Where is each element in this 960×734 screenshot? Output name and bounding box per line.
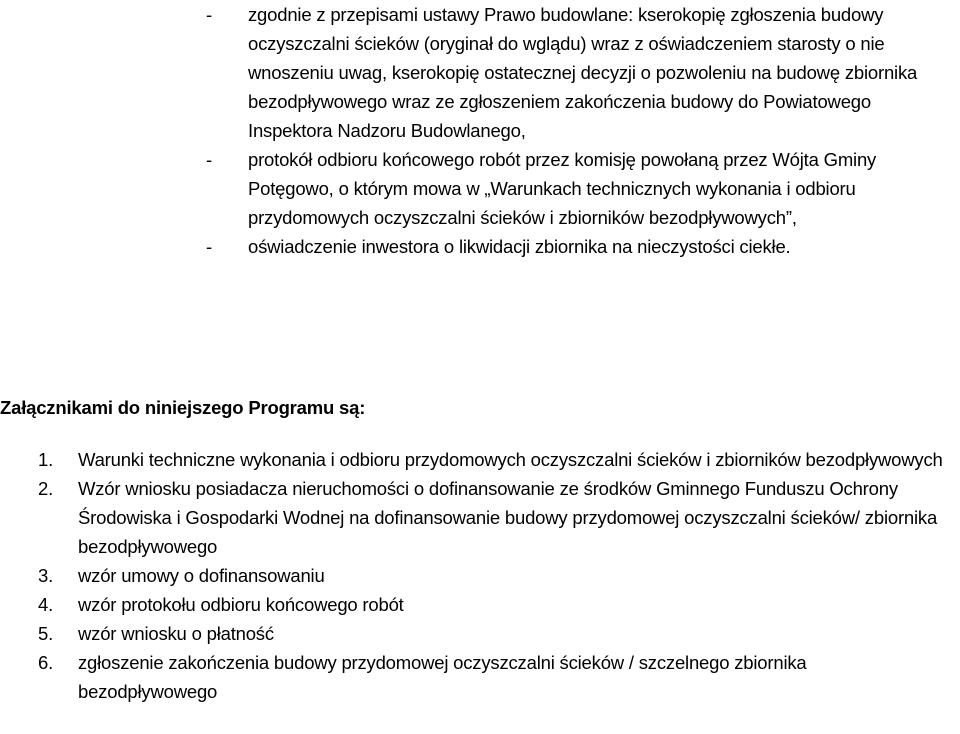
list-item-text: zgłoszenie zakończenia budowy przydomowej oczyszczalni ścieków / szczelnego zbiornika bezodpływowego — [78, 652, 807, 702]
list-item — [0, 0, 960, 145]
list-item — [0, 474, 960, 561]
list-item-text: protokół odbioru końcowego robót przez komisję powołaną przez Wójta Gminy Potęgowo, o którym mowa w „Warunkach technicznych wykonania i odbioru przydomowych oczyszczalni ścieków i zbiorników bezodpływowych”, — [248, 149, 877, 228]
list-number: 3. — [38, 565, 54, 586]
list-item-text: oświadczenie inwestora o likwidacji zbiornika na nieczystości ciekłe. — [248, 236, 791, 257]
list-item — [0, 590, 960, 619]
list-item — [0, 619, 960, 648]
list-item — [0, 561, 960, 590]
list-dash-marker: - — [206, 4, 212, 25]
list-item — [0, 445, 960, 474]
list-item-text: wzór wniosku o płatność — [78, 623, 274, 644]
list-item-text: wzór protokołu odbioru końcowego robót — [78, 594, 404, 615]
list-dash-marker: - — [206, 149, 212, 170]
list-dash-marker: - — [206, 236, 212, 257]
list-number: 1. — [38, 449, 54, 470]
list-item-text: zgodnie z przepisami ustawy Prawo budowlane: kserokopię zgłoszenia budowy oczyszczalni ścieków (oryginał do wglądu) wraz z oświadczeniem starosty o nie wnoszeniu uwag, kserokopię ostatecznej decyzji o pozwoleniu na budowę zbiornika bezodpływowego wraz ze zgłoszeniem zakończenia budowy do Powiatowego Inspektora Nadzoru Budowlanego, — [248, 4, 918, 141]
attachments-heading: Załącznikami do niniejszego Programu są: — [0, 397, 366, 418]
list-item — [0, 145, 960, 232]
attachments-list — [0, 445, 960, 706]
list-item — [0, 232, 960, 261]
list-number: 6. — [38, 652, 54, 673]
list-item-text: Wzór wniosku posiadacza nieruchomości o dofinansowanie ze środków Gminnego Funduszu Ochrony Środowiska i Gospodarki Wodnej na dofinansowanie budowy przydomowej oczyszczalni ścieków/ zbiornika bezodpływowego — [78, 478, 938, 557]
list-number: 4. — [38, 594, 54, 615]
list-number: 5. — [38, 623, 54, 644]
list-number: 2. — [38, 478, 54, 499]
list-item-text: Warunki techniczne wykonania i odbioru przydomowych oczyszczalni ścieków i zbiorników bezodpływowych — [78, 449, 943, 470]
requirements-list — [0, 0, 960, 261]
list-item-text: wzór umowy o dofinansowaniu — [78, 565, 325, 586]
list-item — [0, 648, 960, 706]
